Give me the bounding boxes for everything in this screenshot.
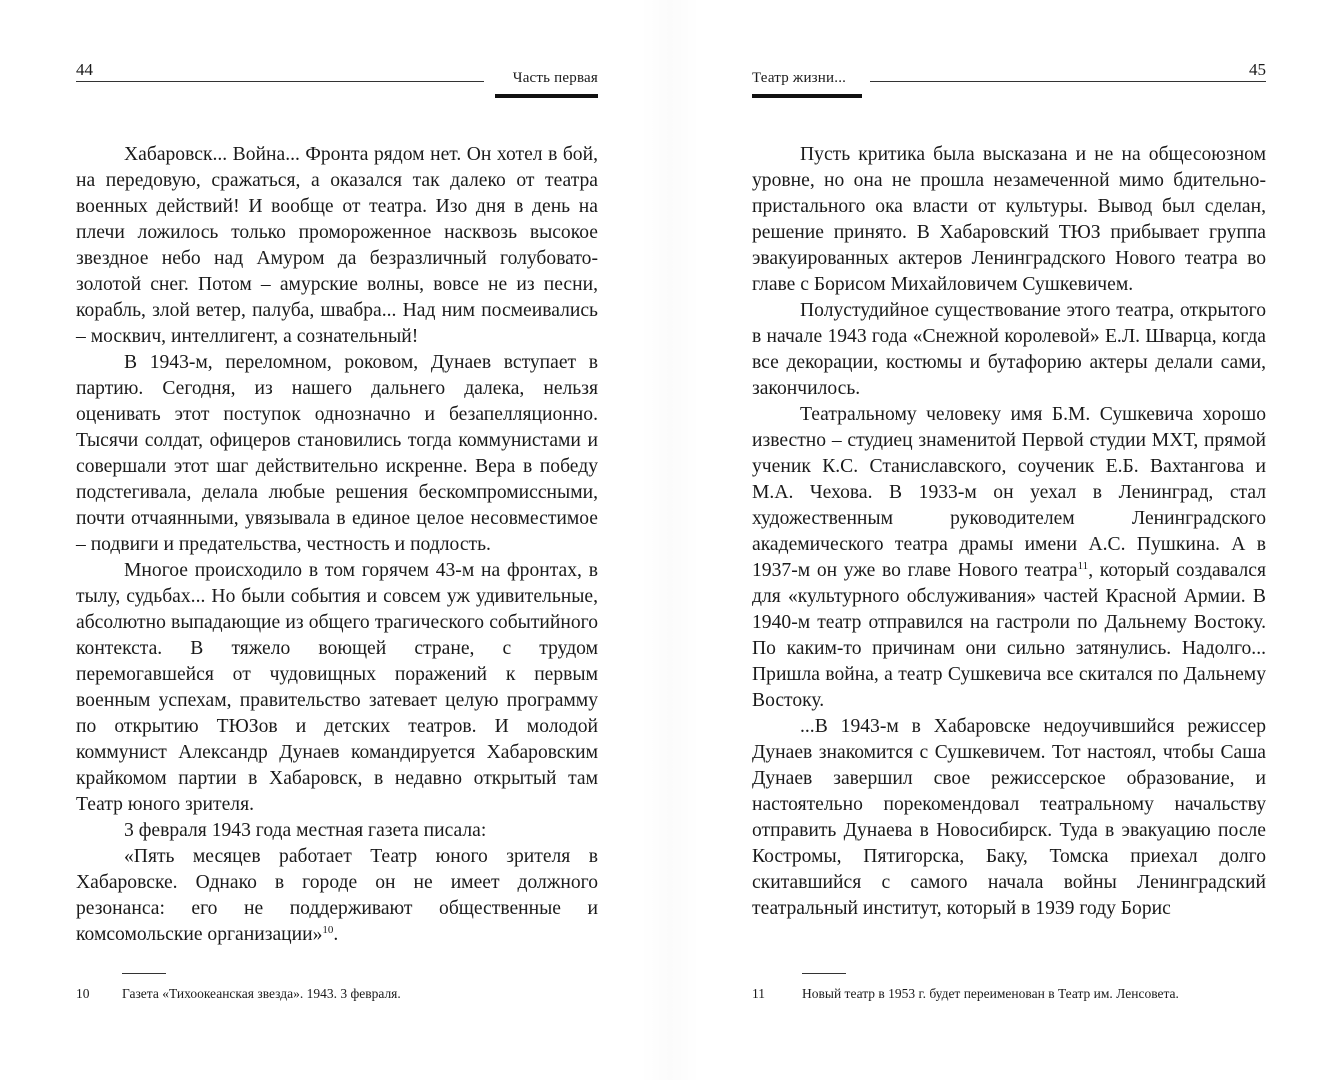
page-number: 44 [76, 60, 93, 79]
left-running-head [76, 56, 598, 106]
book-gutter [640, 0, 700, 1080]
header-rule [870, 81, 1266, 82]
paragraph: Хабаровск... Война... Фронта рядом нет. Он хотел в бой, на передовую, сражаться, а оказался так далеко от театра военных действий! И вообще от театра. Изо дня в день на плечи ложилось только промороженное насквозь высокое звездное небо над Амуром да безразличный голубовато-золотой снег. Потом – амурские волны, вовсе не из песни, корабль, злой ветер, палуба, швабра... Над ним посмеивались – москвич, интеллигент, а сознательный! [76, 144, 598, 347]
paragraph: 3 февраля 1943 года местная газета писала: [124, 820, 487, 841]
footnote-ref[interactable]: 11 [1077, 560, 1089, 572]
paragraph-text: , который создавался для «культурного обслуживания» частей Красной Армии. В 1940-м театр отправился на гастроли по Дальнему Востоку. По каким-то причинам они сильно затянулись. Надолго... Пришла война, а театр Сушкевича все скитался по Дальнему Востоку. [752, 560, 1266, 711]
paragraph: ...В 1943-м в Хабаровске недоучившийся режиссер Дунаев знакомится с Сушкевичем. Тот настоял, чтобы Саша Дунаев завершил свое режиссерское образование, и настоятельно порекомендовал театральному начальству отправить Дунаева в Новосибирск. Туда в эвакуацию после Костромы, Пятигорска, Баку, Томска приехал долго скитавшийся с самого начала войны Ленинградский театральный институт, который в 1939 году Борис [752, 716, 1266, 919]
paragraph: Многое происходило в том горячем 43-м на фронтах, в тылу, судьбах... Но были события и совсем уж удивительные, абсолютно выпадающие из общего трагического событийного контекста. В тяжело воющей стране, с трудом перемогавшейся от чудовищных поражений к первым военным успехам, правительство затевает целую программу по открытию ТЮЗов и детских театров. И молодой коммунист Александр Дунаев командируется Хабаровским крайкомом партии в Хабаровск, в недавно открытый там Театр юного зрителя. [76, 560, 598, 815]
left-body-text [76, 142, 598, 948]
paragraph: Пусть критика была высказана и не на общесоюзном уровне, но она не прошла незамеченной мимо бдительно-пристального ока власти от культуры. Вывод был сделан, решение принято. В Хабаровский ТЮЗ прибывает группа эвакуированных актеров Ленинградского Нового театра во главе с Борисом Михайловичем Сушкевичем. [752, 144, 1266, 295]
paragraph: Полустудийное существование этого театра, открытого в начале 1943 года «Снежной королевой» Е.Л. Шварца, когда все декорации, костюмы и бутафорию актеры делали сами, закончилось. [752, 300, 1266, 399]
right-running-head [752, 56, 1266, 106]
footnote-number: 11 [752, 986, 765, 1001]
paragraph [752, 402, 1266, 714]
running-head-title: Театр жизни... [752, 70, 847, 86]
right-body-text [752, 142, 1266, 922]
quote-tail: . [333, 924, 339, 945]
page-number: 45 [1249, 60, 1266, 79]
footnote-number: 10 [76, 986, 90, 1001]
paragraph: В 1943-м, переломном, роковом, Дунаев вступает в партию. Сегодня, из нашего дальнего далека, нельзя оценивать этот поступок однозначно и безапелляционно. Тысячи солдат, офицеров становились тогда коммунистами и совершали этот шаг действительно искренне. Вера в победу подстегивала, делала любые решения бескомпромиссными, почти отчаянными, увязывала в единое целое несовместимое – подвиги и предательства, честность и подлость. [76, 352, 598, 555]
paragraph-text: Театральному человеку имя Б.М. Сушкевича хорошо известно – студиец знаменитой Первой студии МХТ, прямой ученик К.С. Станиславского, соученик Е.Б. Вахтангова и М.А. Чехова. В 1933-м он уехал в Ленинград, стал художественным руководителем Ленинградского академического театра драмы имени А.С. Пушкина. А в 1937-м он уже во главе Нового театра [752, 404, 1266, 581]
header-accent-rule [752, 94, 862, 98]
footnote-separator [802, 973, 846, 974]
footnote-text: Газета «Тихоокеанская звезда». 1943. 3 февраля. [122, 986, 401, 1001]
footnote-ref[interactable]: 10 [322, 924, 334, 936]
footnote-separator [122, 973, 166, 974]
quote-paragraph [76, 844, 598, 948]
header-rule [76, 81, 484, 82]
running-head-title: Часть первая [512, 70, 598, 86]
left-page [76, 0, 598, 1080]
quote-text: «Пять месяцев работает Театр юного зрителя в Хабаровске. Однако в городе он не имеет должного резонанса: его не поддерживают общественные и комсомольские организации» [76, 846, 598, 945]
header-accent-rule [495, 94, 598, 98]
footnote-text: Новый театр в 1953 г. будет переименован в Театр им. Ленсовета. [802, 986, 1179, 1001]
right-page [752, 0, 1266, 1080]
